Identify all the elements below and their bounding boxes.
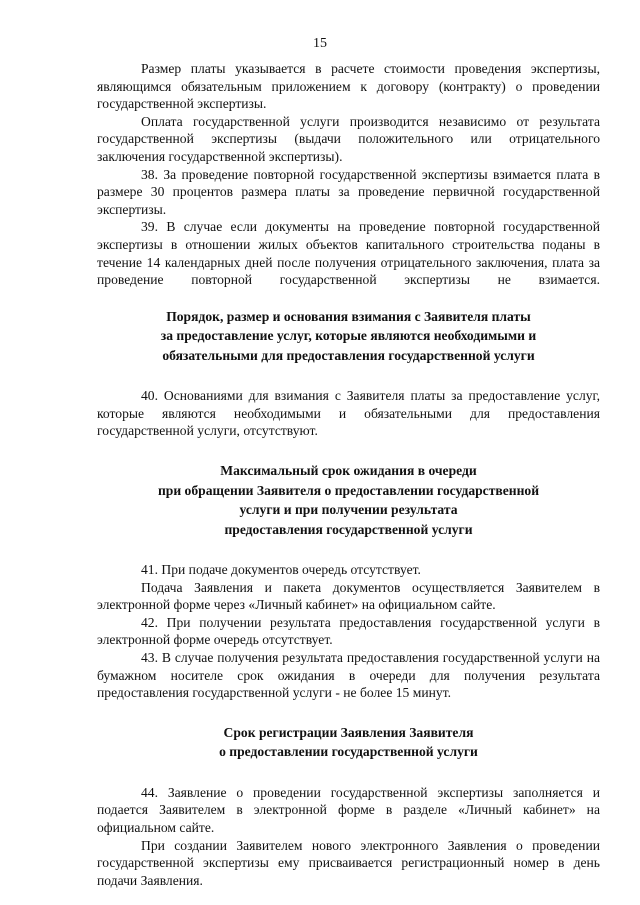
heading-line: обязательными для предоставления государственной услуги bbox=[162, 347, 535, 363]
paragraph: 38. За проведение повторной государственной экспертизы взимается плата в размере 30 процентов размера платы за проведение первичной государственной экспертизы. bbox=[97, 166, 600, 217]
heading-line: предоставления государственной услуги bbox=[224, 521, 473, 537]
heading-line: Порядок, размер и основания взимания с Заявителя платы bbox=[166, 308, 531, 324]
section-heading-registration bbox=[97, 723, 600, 762]
heading-line: за предоставление услуг, которые являются необходимыми и bbox=[160, 328, 537, 344]
section-heading-fees bbox=[97, 307, 600, 366]
paragraph: 41. При подаче документов очередь отсутствует. bbox=[141, 562, 421, 577]
document-body bbox=[97, 60, 600, 889]
paragraph: 43. В случае получения результата предоставления государственной услуги на бумажном носителе срок ожидания в очереди для получения результата предоставления государственной услуги - не более 15 минут. bbox=[97, 649, 600, 701]
heading-line: о предоставлении государственной услуги bbox=[219, 744, 478, 760]
paragraph: 44. Заявление о проведении государственной экспертизы заполняется и подается Заявителем в электронной форме в разделе «Личный кабинет» на официальном сайте. bbox=[97, 784, 600, 835]
section-heading-queue-time bbox=[97, 461, 600, 539]
paragraph: Подача Заявления и пакета документов осуществляется Заявителем в электронной форме через «Личный кабинет» на официальном сайте. bbox=[97, 579, 600, 613]
paragraph: 40. Основаниями для взимания с Заявителя платы за предоставление услуг, которые являются необходимыми и обязательными для предоставления государственной услуги, отсутствуют. bbox=[97, 388, 600, 439]
heading-line: при обращении Заявителя о предоставлении государственной bbox=[157, 482, 540, 498]
paragraph: Размер платы указывается в расчете стоимости проведения экспертизы, являющимся обязательным приложением к договору (контракту) о проведении государственной экспертизы. bbox=[97, 61, 600, 112]
paragraph: Оплата государственной услуги производится независимо от результата государственной экспертизы (выдачи положительного или отрицательного заключения государственной экспертизы). bbox=[97, 113, 600, 164]
page-number: 15 bbox=[313, 36, 327, 51]
heading-line: услуги и при получении результата bbox=[239, 502, 458, 517]
heading-line: Срок регистрации Заявления Заявителя bbox=[223, 724, 474, 740]
paragraph: 39. В случае если документы на проведение повторной государственной экспертизы в отношении жилых объектов капитального строительства поданы в течение 14 календарных дней после получения отрицательного заключения, плата за проведение повторной государственной экспертизы не взимается. bbox=[97, 219, 600, 288]
paragraph: 42. При получении результата предоставления государственной услуги в электронной форме очередь отсутствует. bbox=[97, 614, 600, 648]
heading-line: Максимальный срок ожидания в очереди bbox=[220, 463, 477, 478]
paragraph: При создании Заявителем нового электронного Заявления о проведении государственной экспертизы ему присваивается регистрационный номер в день подачи Заявления. bbox=[97, 837, 600, 888]
